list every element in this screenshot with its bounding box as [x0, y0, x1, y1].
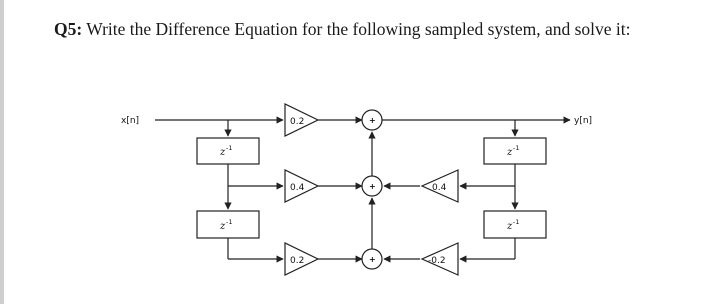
delay-left-2-z: z	[220, 221, 226, 232]
feedback-gain-2-value: -0.2	[428, 256, 446, 266]
sum-3-symbol: +	[369, 255, 376, 264]
feedback-gain-block-2	[422, 243, 458, 275]
feedback-gain-block-1	[422, 170, 458, 202]
question-number: Q5:	[54, 19, 83, 39]
delay-right-1-z: z	[507, 147, 513, 158]
delay-block-left-2	[197, 211, 259, 238]
gain-2-value: 0.4	[290, 183, 305, 193]
gain-block-1	[285, 104, 318, 136]
delay-right-2-z: z	[507, 221, 513, 232]
delay-right-2-exp: -1	[513, 218, 520, 226]
sum-1-symbol: +	[369, 116, 376, 125]
delay-left-1-exp: -1	[226, 144, 233, 152]
output-label: y[n]	[574, 116, 593, 126]
sum-junction-2	[362, 176, 382, 196]
feedback-gain-1-value: 0.4	[432, 183, 447, 193]
gain-1-value: 0.2	[290, 117, 305, 127]
gain-block-2	[285, 170, 318, 202]
delay-right-1-exp: -1	[513, 144, 520, 152]
input-label: x[n]	[121, 116, 140, 126]
question-body: Write the Difference Equation for the following sampled system, and solve it:	[86, 19, 631, 39]
sum-junction-1	[362, 110, 382, 130]
delay-block-left-1	[197, 138, 259, 164]
delay-block-right-1	[484, 138, 546, 164]
sum-2-symbol: +	[369, 182, 376, 191]
delay-left-2-exp: -1	[226, 218, 233, 226]
gain-3-value: 0.2	[290, 256, 305, 266]
sum-junction-3	[362, 249, 382, 269]
gain-block-3	[285, 243, 318, 275]
delay-left-1-z: z	[220, 147, 226, 158]
delay-block-right-2	[484, 211, 546, 238]
